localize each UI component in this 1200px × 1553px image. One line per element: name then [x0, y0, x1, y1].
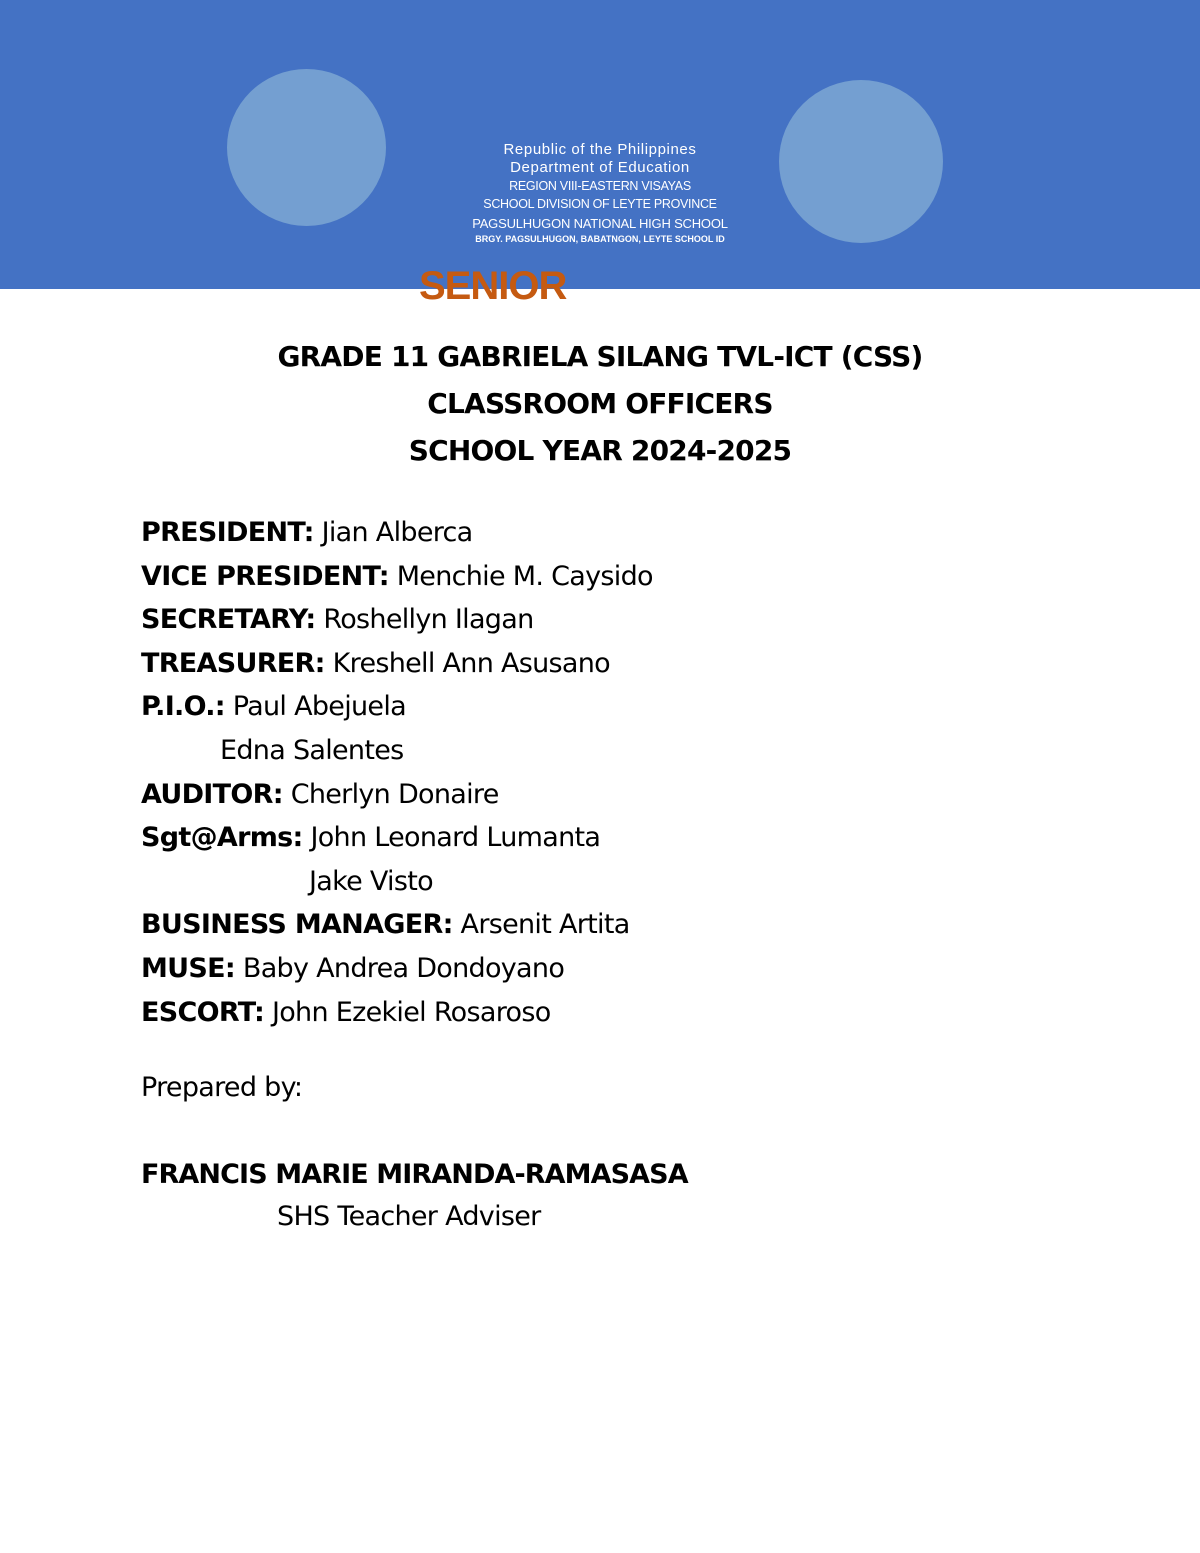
officer-muse	[141, 947, 653, 991]
officer-auditor	[141, 773, 653, 817]
adviser-title: SHS Teacher Adviser	[277, 1201, 541, 1232]
officer-name: Jian Alberca	[313, 517, 473, 548]
officer-role: SECRETARY:	[141, 604, 316, 636]
senior-overlay-text: SENIOR	[419, 264, 567, 308]
header-school: PAGSULHUGON NATIONAL HIGH SCHOOL	[472, 216, 728, 231]
officer-name: Menchie M. Caysido	[388, 560, 653, 592]
header-address: BRGY. PAGSULHUGON, BABATNGON, LEYTE SCHOOL ID	[475, 234, 725, 244]
officer-role: BUSINESS MANAGER:	[141, 909, 453, 941]
officer-business-manager	[141, 903, 653, 947]
officer-pio	[141, 685, 653, 729]
officer-name: Arsenit Artita	[452, 909, 630, 941]
officer-role: AUDITOR:	[141, 778, 283, 810]
officer-sgt-at-arms	[141, 816, 653, 860]
school-logo-left	[227, 69, 386, 226]
header-region: REGION VIII-EASTERN VISAYAS	[509, 179, 691, 193]
header-department: Department of Education	[510, 159, 690, 176]
officer-escort	[141, 991, 653, 1035]
officer-role: TREASURER:	[141, 647, 325, 679]
officer-name: Jake Visto	[309, 865, 433, 897]
officer-secretary	[141, 598, 653, 642]
officer-name: Roshellyn Ilagan	[315, 604, 534, 636]
officer-vice-president	[141, 555, 653, 599]
officer-name: Edna Salentes	[220, 734, 404, 766]
header-republic: Republic of the Philippines	[503, 141, 697, 158]
prepared-by-label: Prepared by:	[141, 1072, 303, 1103]
officer-name: Cherlyn Donaire	[282, 778, 499, 810]
officer-role: VICE PRESIDENT:	[141, 560, 389, 592]
officer-name: Kreshell Ann Asusano	[324, 647, 611, 679]
adviser-name: FRANCIS MARIE MIRANDA-RAMASASA	[141, 1159, 688, 1190]
officers-list	[141, 511, 653, 1034]
officer-name: Baby Andrea Dondoyano	[234, 952, 565, 984]
officer-role: ESCORT:	[141, 996, 265, 1028]
officer-pio-second	[141, 729, 653, 773]
officer-name: Paul Abejuela	[224, 691, 406, 723]
officer-president	[141, 511, 653, 555]
deped-logo-right	[779, 80, 943, 243]
document-title-officers: CLASSROOM OFFICERS	[427, 387, 773, 420]
officer-role: PRESIDENT:	[141, 517, 314, 548]
officer-sgt-at-arms-second	[141, 860, 653, 904]
officer-role: Sgt@Arms:	[141, 822, 303, 854]
officer-name: John Ezekiel Rosaroso	[264, 996, 551, 1028]
document-title-school-year: SCHOOL YEAR 2024-2025	[408, 434, 792, 467]
officer-role: MUSE:	[141, 952, 235, 984]
header-division: SCHOOL DIVISION OF LEYTE PROVINCE	[483, 197, 717, 211]
officer-role: P.I.O.:	[141, 691, 225, 723]
officer-treasurer	[141, 642, 653, 686]
officer-name: John Leonard Lumanta	[302, 822, 601, 854]
document-title-grade: GRADE 11 GABRIELA SILANG TVL-ICT (CSS)	[277, 340, 923, 373]
